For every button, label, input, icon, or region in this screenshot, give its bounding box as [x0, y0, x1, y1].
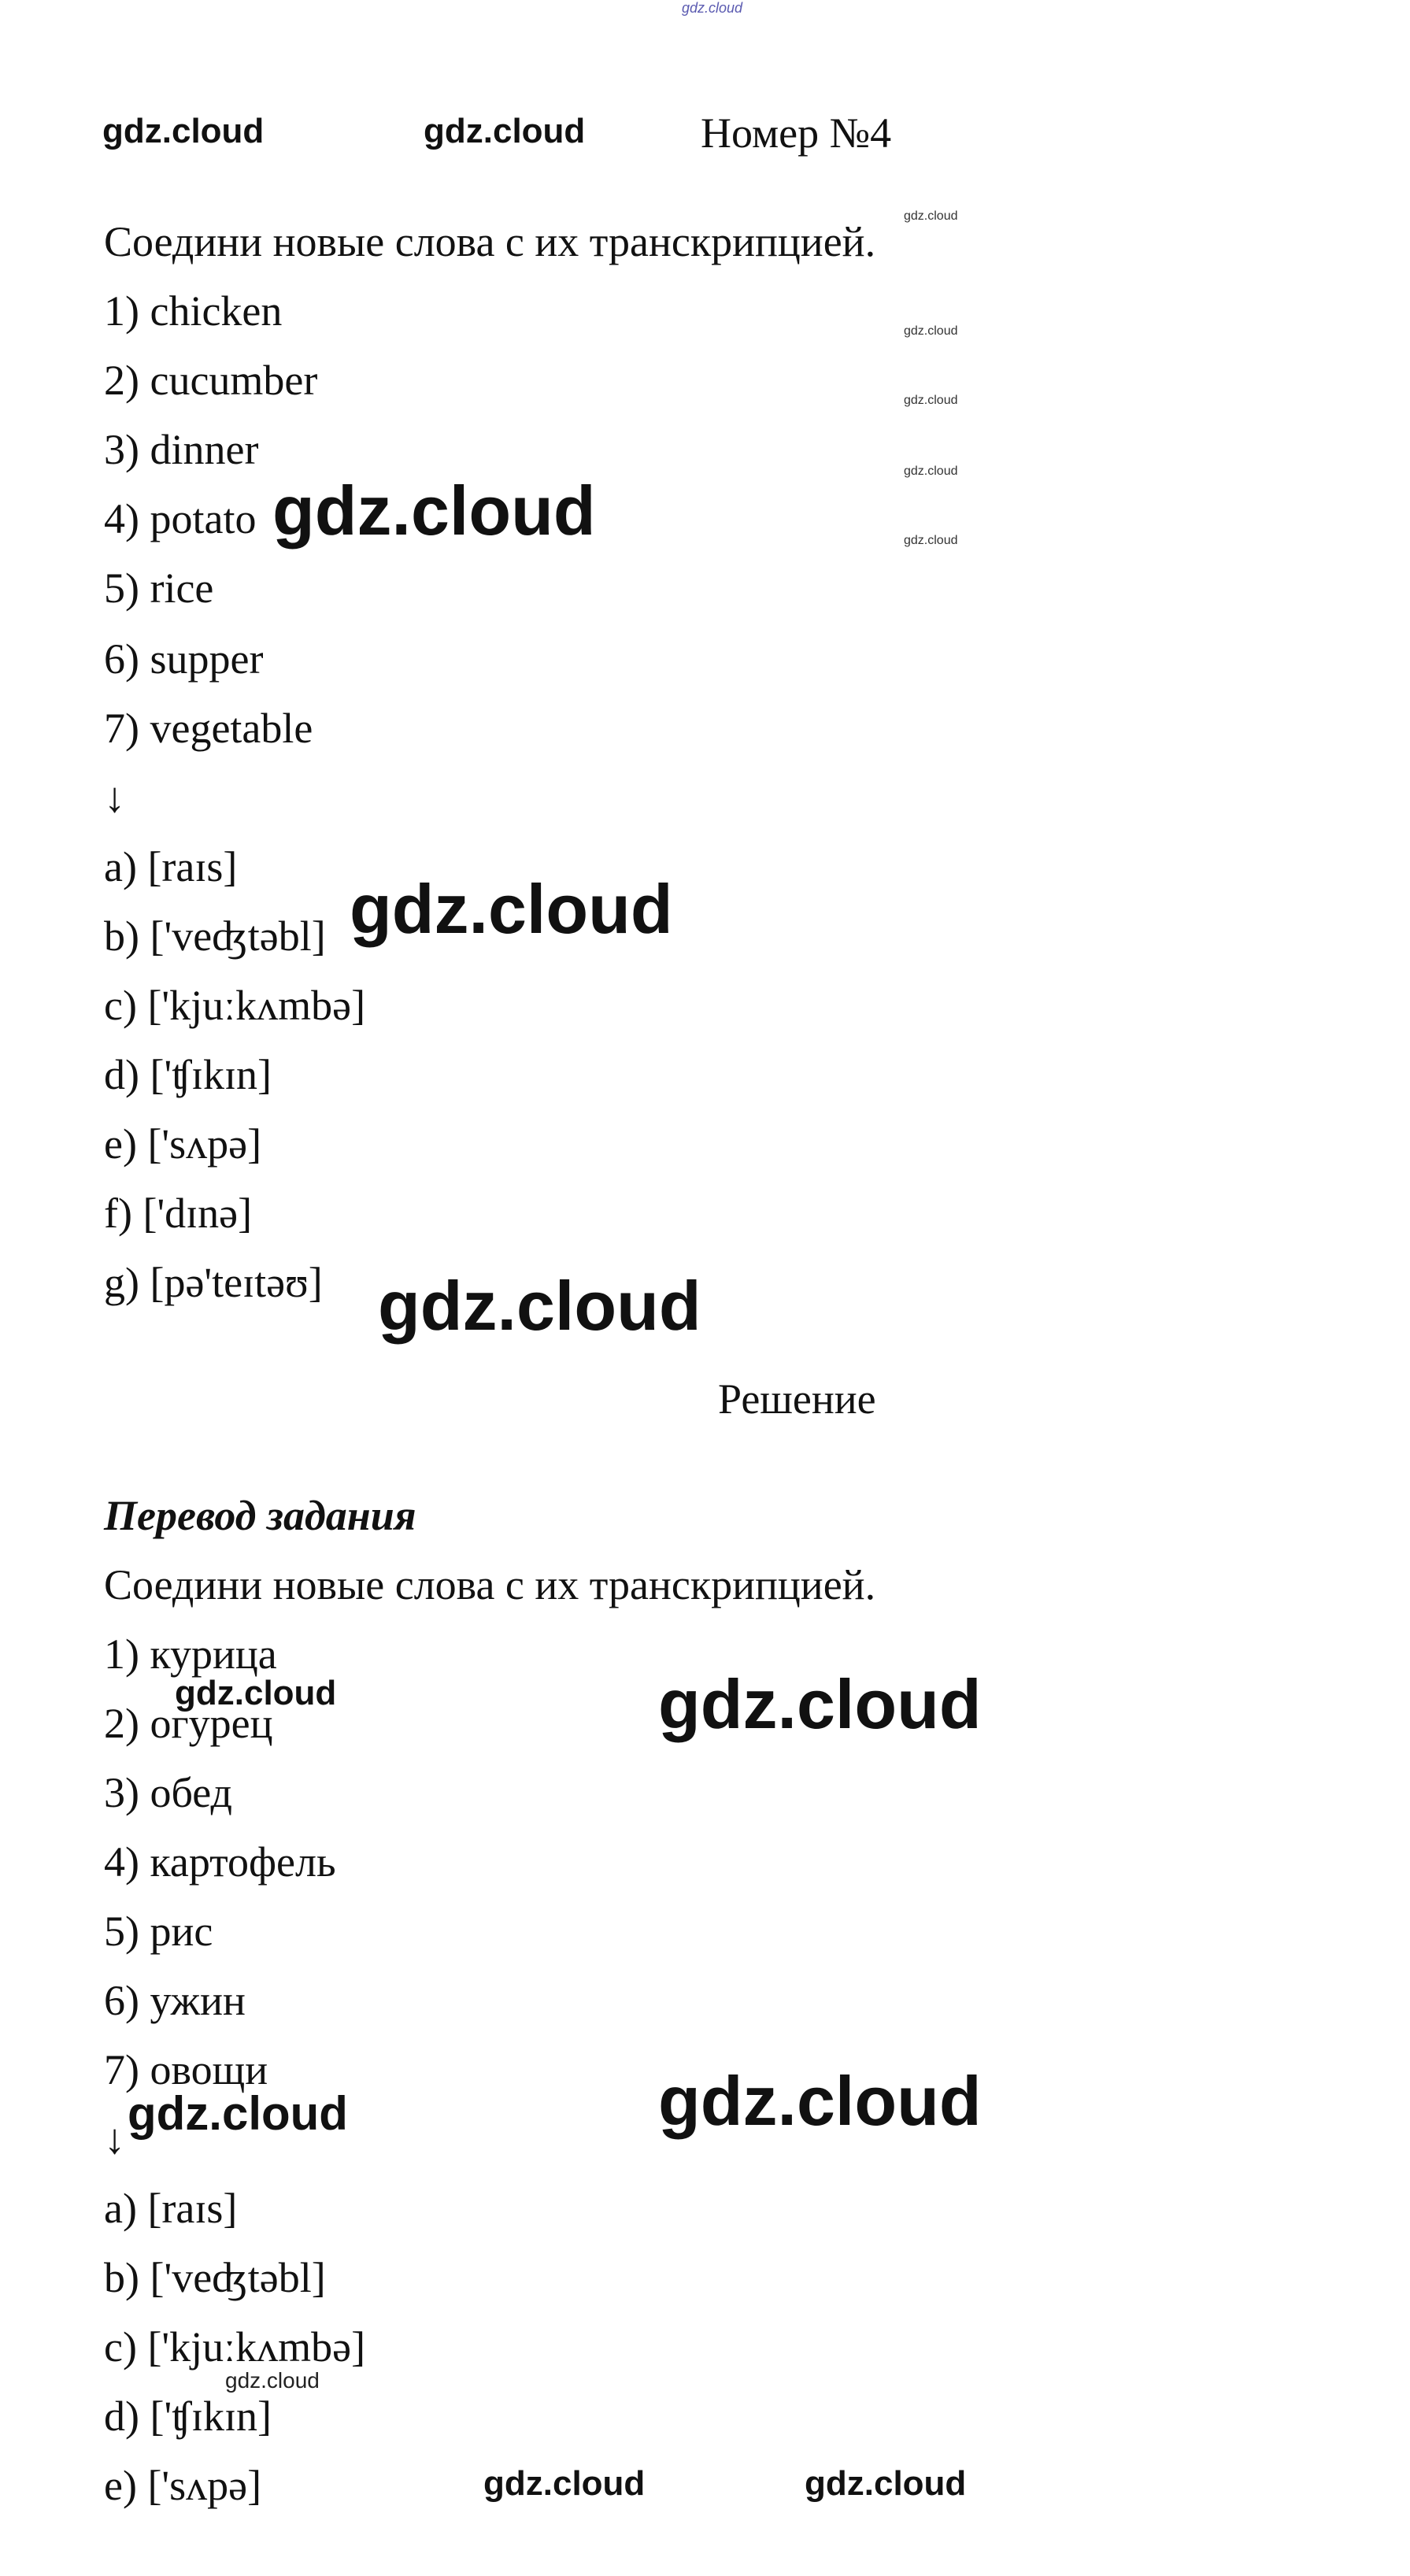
translated-word: 6) ужин	[104, 1977, 246, 2024]
watermark-medium: gdz.cloud	[805, 2464, 967, 2503]
word-item: 7) vegetable	[104, 705, 313, 752]
watermark-tiny: gdz.cloud	[904, 209, 958, 223]
watermark-top: gdz.cloud	[682, 0, 743, 16]
watermark-tiny: gdz.cloud	[904, 534, 958, 547]
translated-word: 5) рис	[104, 1908, 213, 1955]
arrow-down: ↓	[104, 774, 125, 821]
transcription-item: g) [pə'teɪtəʊ]	[104, 1259, 323, 1306]
watermark-small: gdz.cloud	[225, 2368, 320, 2393]
translated-transcription: e) ['sʌpə]	[104, 2462, 262, 2509]
translation-instruction: Соедини новые слова с их транскрипцией.	[104, 1561, 876, 1608]
watermark-header-1: gdz.cloud	[102, 112, 265, 150]
watermark-large: gdz.cloud	[378, 1267, 701, 1345]
word-item: 3) dinner	[104, 426, 259, 473]
word-item: 5) rice	[104, 564, 214, 612]
watermark-large: gdz.cloud	[350, 870, 673, 948]
watermark-medium: gdz.cloud	[128, 2087, 348, 2140]
word-item: 6) supper	[104, 635, 264, 683]
watermark-large: gdz.cloud	[658, 1665, 982, 1743]
transcription-item: d) ['ʧɪkɪn]	[104, 1051, 272, 1098]
word-item: 2) cucumber	[104, 357, 318, 404]
watermark-medium: gdz.cloud	[483, 2464, 646, 2503]
arrow-down: ↓	[104, 2115, 125, 2163]
word-item: 4) potato	[104, 495, 257, 542]
translated-transcription: b) ['veʤtəbl]	[104, 2254, 326, 2301]
watermark-medium: gdz.cloud	[175, 1674, 337, 1712]
solution-label: Решение	[718, 1375, 876, 1423]
page-title: Номер №4	[701, 109, 892, 157]
translated-word: 3) обед	[104, 1769, 232, 1816]
watermark-tiny: gdz.cloud	[904, 394, 958, 407]
watermark-large: gdz.cloud	[658, 2062, 982, 2140]
watermark-tiny: gdz.cloud	[904, 324, 958, 338]
translated-transcription: a) [raɪs]	[104, 2185, 238, 2232]
translated-transcription: c) ['kjuːkʌmbə]	[104, 2323, 366, 2371]
translated-word: 1) курица	[104, 1630, 277, 1678]
transcription-item: c) ['kjuːkʌmbə]	[104, 982, 366, 1029]
watermark-large: gdz.cloud	[272, 472, 596, 550]
translated-transcription: d) ['ʧɪkɪn]	[104, 2393, 272, 2440]
transcription-item: e) ['sʌpə]	[104, 1120, 262, 1168]
translated-word: 2) огурец	[104, 1700, 273, 1747]
transcription-item: b) ['veʤtəbl]	[104, 912, 326, 960]
watermark-header-2: gdz.cloud	[424, 112, 586, 150]
translated-word: 7) овощи	[104, 2046, 268, 2093]
transcription-item: f) ['dɪnə]	[104, 1190, 253, 1237]
word-item: 1) chicken	[104, 287, 283, 335]
watermark-tiny: gdz.cloud	[904, 464, 958, 478]
translation-heading: Перевод задания	[104, 1492, 416, 1539]
task-instruction: Соедини новые слова с их транскрипцией.	[104, 218, 876, 265]
transcription-item: a) [raɪs]	[104, 843, 238, 890]
translated-word: 4) картофель	[104, 1838, 336, 1886]
